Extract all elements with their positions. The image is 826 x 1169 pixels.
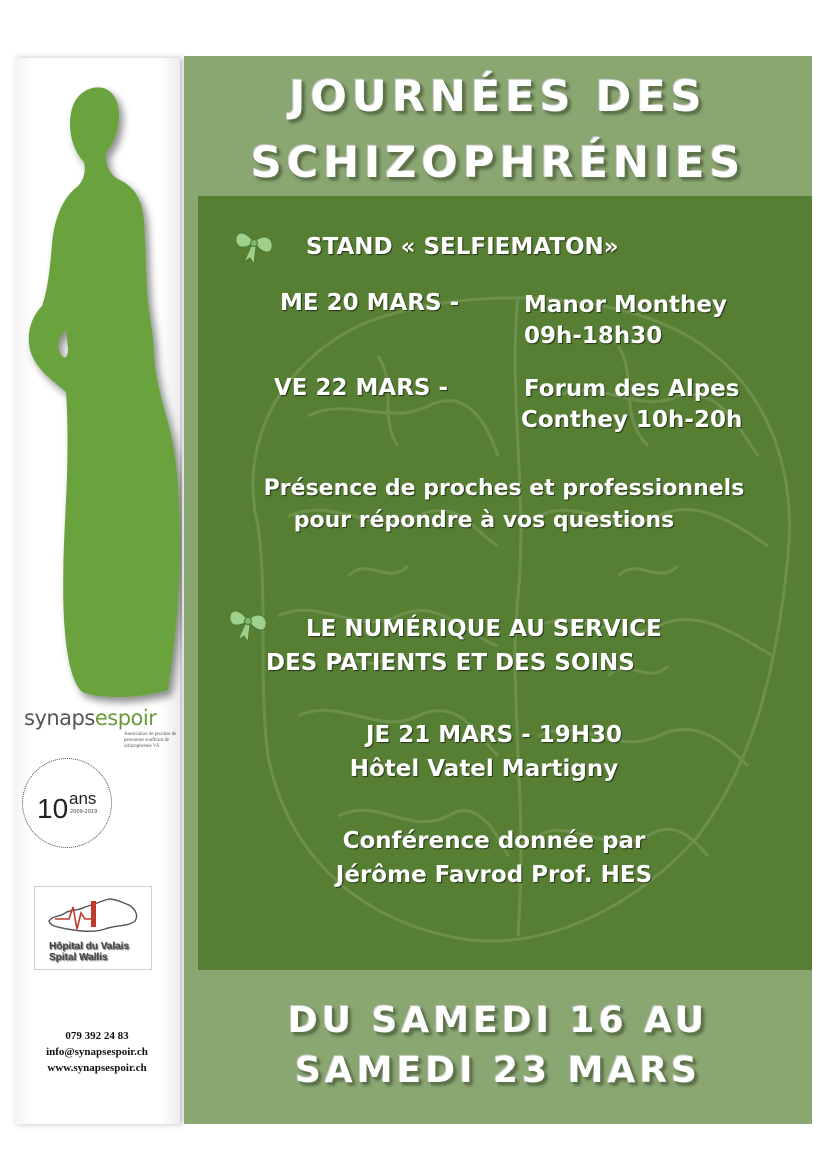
conference-heading-line-1: LE NUMÉRIQUE AU SERVICE [306,616,662,642]
logo-name-part1: synaps [24,706,95,730]
badge-unit: ans [69,789,97,808]
conference-place: Hôtel Vatel Martigny [349,756,619,782]
ten-years-badge [22,758,112,848]
event2-time: Conthey 10h-20h [521,407,743,433]
logo-name-part2: espoir [94,706,157,730]
woman-silhouette-image [22,80,182,710]
badge-number: 10 [37,793,69,824]
poster [184,56,812,1124]
event2-place: Forum des Alpes [524,376,740,402]
stand-note-line-1: Présence de proches et professionnels [263,476,745,501]
hospital-name-de: Spital Wallis [49,952,108,963]
conference-date: JE 21 MARS - 19H30 [365,722,623,748]
logo-tagline: Association de proches de personnes souffrant de schizophrénie VS [124,732,177,749]
dates-line-2: SAMEDI 23 MARS [295,1050,701,1091]
sidebar [14,58,180,1124]
hospital-name-fr: Hôpital du Valais [49,941,130,952]
hopital-du-valais-logo [34,886,152,970]
event1-time: 09h-18h30 [524,323,663,349]
event1-place: Manor Monthey [524,292,727,318]
ribbon-icon [224,600,272,644]
event1-date: ME 20 MARS - [280,290,460,316]
conference-speaker-line-2: Jérôme Favrod Prof. HES [335,862,653,888]
title-line-2: SCHIZOPHRÉNIES [250,138,746,188]
contact-website: www.synapsespoir.ch [47,1062,147,1074]
stand-note-line-2: pour répondre à vos questions [293,508,675,533]
contact-email: info@synapsespoir.ch [46,1046,148,1058]
badge-years: 2009-2019 [70,809,98,815]
conference-heading-line-2: DES PATIENTS ET DES SOINS [266,650,635,676]
dates-line-1: DU SAMEDI 16 AU [287,1000,709,1041]
hospital-map-icon [35,887,151,939]
synapsespoir-logo [24,706,177,749]
ribbon-icon [230,222,278,266]
contact-block [14,1028,180,1076]
event2-date: VE 22 MARS - [274,375,449,401]
contact-phone: 079 392 24 83 [65,1030,129,1042]
conference-speaker-line-1: Conférence donnée par [342,828,646,854]
title-line-1: JOURNÉES DES [289,72,707,122]
stand-heading: STAND « SELFIEMATON» [306,234,619,260]
